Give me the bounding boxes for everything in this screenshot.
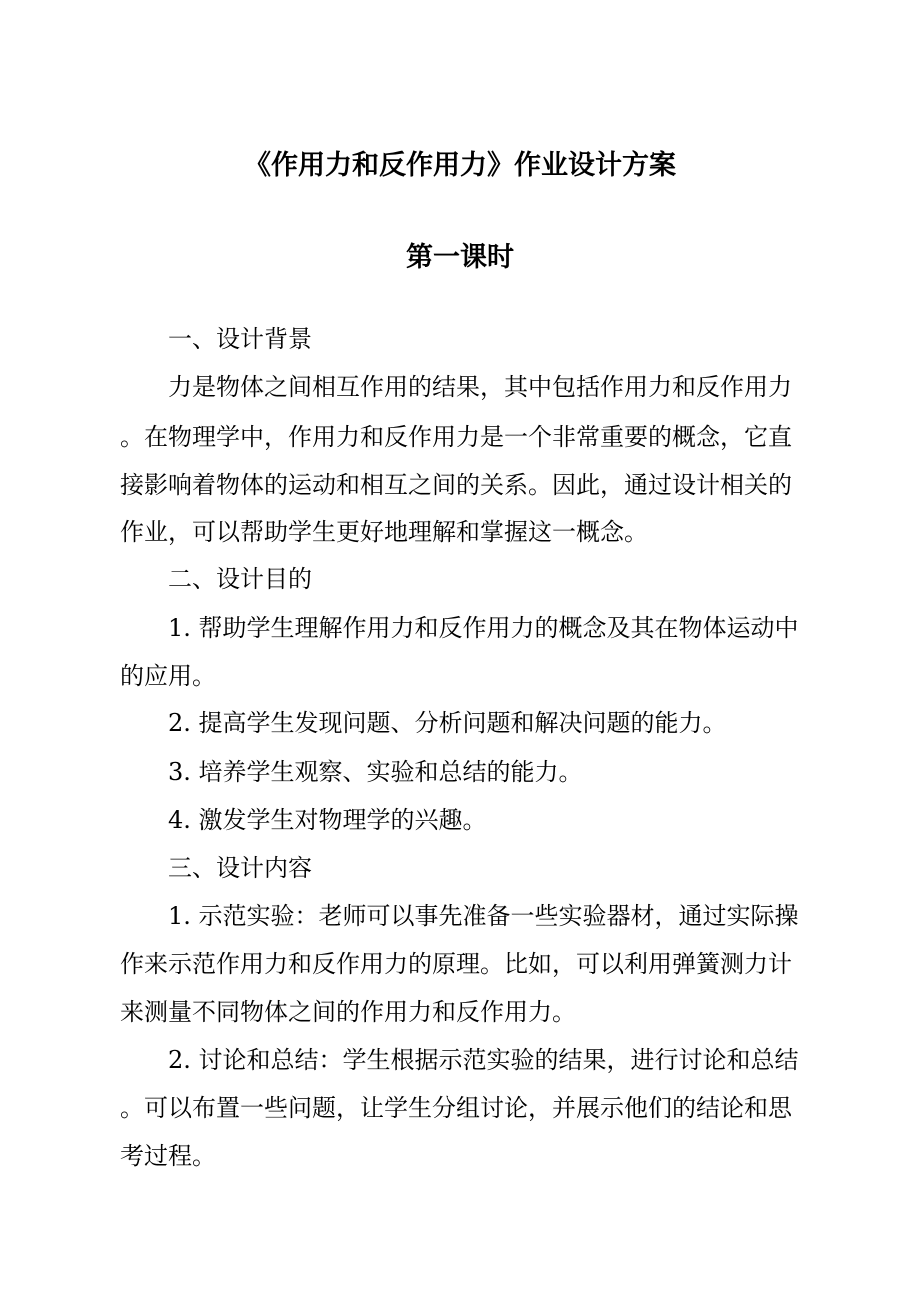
section-heading-content: 三、设计内容 bbox=[168, 854, 312, 882]
list-item-line: 1. 示范实验：老师可以事先准备一些实验器材，通过实际操 bbox=[168, 902, 799, 930]
paragraph-line: 作业，可以帮助学生更好地理解和掌握这一概念。 bbox=[120, 518, 648, 546]
document-title: 《作用力和反作用力》作业设计方案 bbox=[244, 150, 676, 181]
list-item-line: 来测量不同物体之间的作用力和反作用力。 bbox=[120, 998, 576, 1026]
list-item-line: 2. 讨论和总结：学生根据示范实验的结果，进行讨论和总结 bbox=[168, 1046, 799, 1074]
list-item-line: 2. 提高学生发现问题、分析问题和解决问题的能力。 bbox=[168, 709, 727, 737]
section-heading-goals: 二、设计目的 bbox=[168, 565, 312, 593]
list-item-line: 作来示范作用力和反作用力的原理。比如，可以利用弹簧测力计 bbox=[120, 950, 792, 978]
list-item-line: 1. 帮助学生理解作用力和反作用力的概念及其在物体运动中 bbox=[168, 614, 799, 642]
list-item-line: 4. 激发学生对物理学的兴趣。 bbox=[168, 806, 487, 834]
lesson-subtitle: 第一课时 bbox=[406, 242, 514, 273]
list-item-line: 的应用。 bbox=[120, 662, 216, 690]
section-heading-background: 一、设计背景 bbox=[168, 325, 312, 353]
paragraph-line: 。在物理学中，作用力和反作用力是一个非常重要的概念，它直 bbox=[120, 423, 792, 451]
list-item-line: 。可以布置一些问题，让学生分组讨论，并展示他们的结论和思 bbox=[120, 1094, 792, 1122]
paragraph-line: 力是物体之间相互作用的结果，其中包括作用力和反作用力 bbox=[168, 373, 792, 401]
list-item-line: 3. 培养学生观察、实验和总结的能力。 bbox=[168, 758, 583, 786]
paragraph-line: 接影响着物体的运动和相互之间的关系。因此，通过设计相关的 bbox=[120, 471, 792, 499]
list-item-line: 考过程。 bbox=[120, 1142, 216, 1170]
